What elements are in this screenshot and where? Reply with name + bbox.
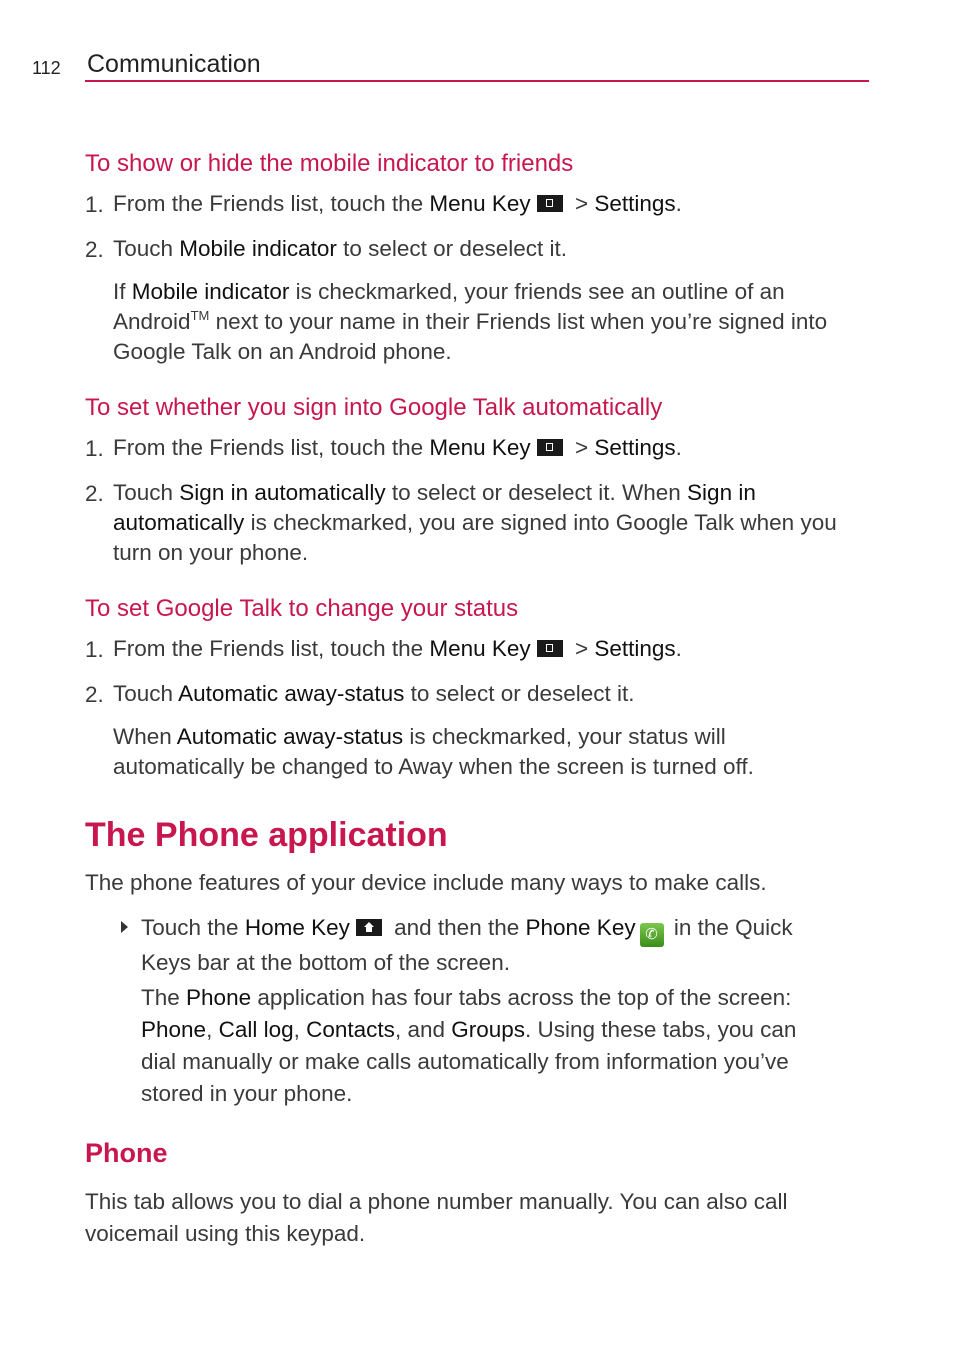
intro-paragraph: The phone features of your device include many ways to make calls. <box>85 870 767 895</box>
step-number: 2. <box>85 237 104 262</box>
subheading-mobile-indicator: To show or hide the mobile indicator to friends <box>85 150 574 177</box>
section-title: Communication <box>87 50 261 78</box>
heading-phone-application: The Phone application <box>85 816 448 854</box>
step-text: From the Friends list, touch the Menu Key > Settings. <box>113 191 682 216</box>
page-number: 112 <box>32 58 61 78</box>
menu-key-icon <box>537 640 563 657</box>
step-text: Touch Automatic away-status to select or deselect it. <box>113 681 635 706</box>
step-number: 2. <box>85 682 104 707</box>
tabs-paragraph: The Phone application has four tabs across the top of the screen: Phone, Call log, Contacts, and Groups. Using these tabs, you can dial manually or make calls automatically from information you’ve stored in your phone. <box>141 985 797 1106</box>
subheading-sign-in: To set whether you sign into Google Talk automatically <box>85 394 663 421</box>
menu-key-icon <box>537 195 563 212</box>
menu-key-icon <box>537 439 563 456</box>
step-text: Touch Sign in automatically to select or deselect it. When Sign in automatically is checkmarked, you are signed into Google Talk when you turn on your phone. <box>113 480 837 565</box>
heading-phone-tab: Phone <box>85 1138 168 1168</box>
step-number: 2. <box>85 481 104 506</box>
note-text: If Mobile indicator is checkmarked, your friends see an outline of an Android™ next to your name in their Friends list when you’re signed into Google Talk on an Android phone. <box>113 279 828 364</box>
phone-key-icon: ✆ <box>640 923 664 947</box>
phone-tab-paragraph: This tab allows you to dial a phone number manually. You can also call voicemail using this keypad. <box>85 1189 788 1246</box>
home-key-icon <box>356 919 382 936</box>
step-number: 1. <box>85 436 104 461</box>
step-text: Touch Mobile indicator to select or deselect it. <box>113 236 567 261</box>
step-text: From the Friends list, touch the Menu Key > Settings. <box>113 435 682 460</box>
bullet-arrow-icon <box>121 921 128 933</box>
step-number: 1. <box>85 192 104 217</box>
header-divider <box>85 80 869 82</box>
subheading-status: To set Google Talk to change your status <box>85 595 519 622</box>
bullet-text: Touch the Home Key and then the Phone Key ✆ in the Quick Keys bar at the bottom of the screen. <box>141 915 793 975</box>
note-text: When Automatic away-status is checkmarked, your status will automatically be changed to Away when the screen is turned off. <box>113 724 754 779</box>
step-text: From the Friends list, touch the Menu Key > Settings. <box>113 636 682 661</box>
step-number: 1. <box>85 637 104 662</box>
